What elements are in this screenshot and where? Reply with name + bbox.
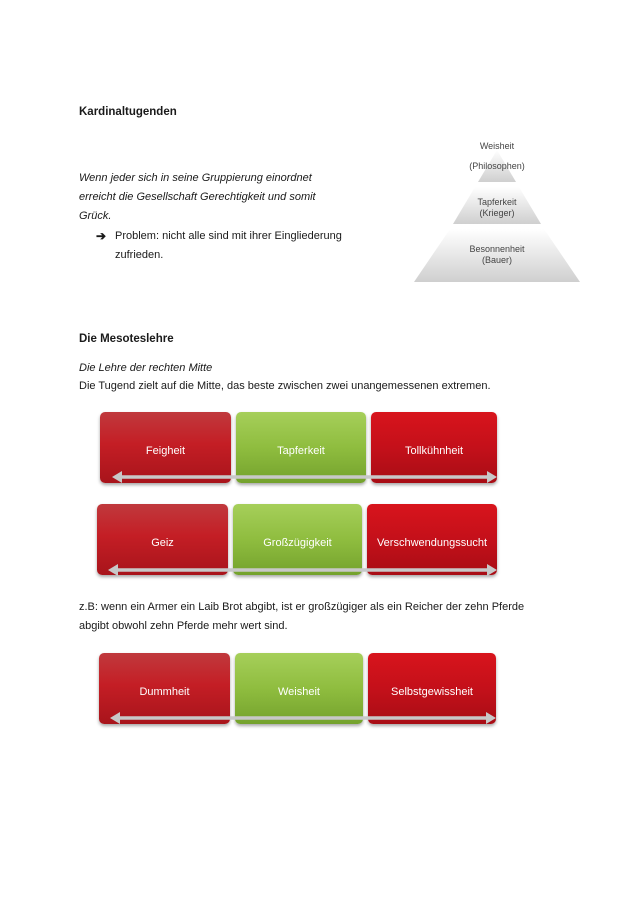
section-title-mesoteslehre: Die Mesoteslehre: [79, 333, 174, 345]
diagram3-double-arrow: [110, 711, 496, 725]
diagram1-left-label: Feigheit: [145, 444, 186, 457]
diagram1-double-arrow: [112, 470, 497, 484]
intro-text: [79, 169, 369, 226]
section-title-kardinaltugenden: Kardinaltugenden: [79, 106, 177, 118]
example-line: abgibt obwohl zehn Pferde mehr wert sind.: [79, 620, 288, 632]
diagram3-center-label: Weisheit: [278, 685, 320, 698]
problem-line: zufrieden.: [115, 249, 164, 261]
diagram3-right-label: Selbstgewissheit: [391, 685, 473, 698]
example-line: z.B: wenn ein Armer ein Laib Brot abgibt, ist er großzügiger als ein Reicher der zehn Pferde: [79, 601, 525, 613]
diagram1-center-label: Tapferkeit: [277, 444, 325, 457]
pyramid-middle-label: Tapferkeit: [477, 197, 517, 207]
pyramid-middle-sub: (Krieger): [479, 208, 515, 218]
problem-text: [115, 227, 375, 265]
section-body: Die Tugend zielt auf die Mitte, das beste zwischen zwei unangemessenen extremen.: [79, 380, 491, 392]
diagram3-left-label: Dummheit: [139, 685, 190, 698]
pyramid-bottom-sub: (Bauer): [481, 255, 512, 265]
diagram2-left-label: Geiz: [151, 536, 174, 549]
pyramid-top-label: Weisheit: [479, 141, 515, 151]
arrow-bullet-icon: ➔: [96, 229, 107, 243]
intro-line: erreicht die Gesellschaft Gerechtigkeit und somit: [79, 191, 316, 203]
section-subtitle: Die Lehre der rechten Mitte: [79, 362, 213, 374]
example-text: [79, 598, 569, 636]
diagram2-center-label: Großzügigkeit: [263, 536, 332, 549]
problem-line: Problem: nicht alle sind mit ihrer Eingliederung: [115, 230, 342, 242]
diagram2-double-arrow: [108, 563, 497, 577]
diagram2-right-label: Verschwendungssucht: [376, 536, 488, 549]
pyramid-bottom-label: Besonnenheit: [469, 244, 525, 254]
intro-line: Wenn jeder sich in seine Gruppierung einordnet: [79, 172, 312, 184]
diagram1-right-label: Tollkühnheit: [404, 444, 464, 457]
intro-line: Grück.: [79, 210, 112, 222]
pyramid-top-sub: (Philosophen): [469, 161, 525, 171]
